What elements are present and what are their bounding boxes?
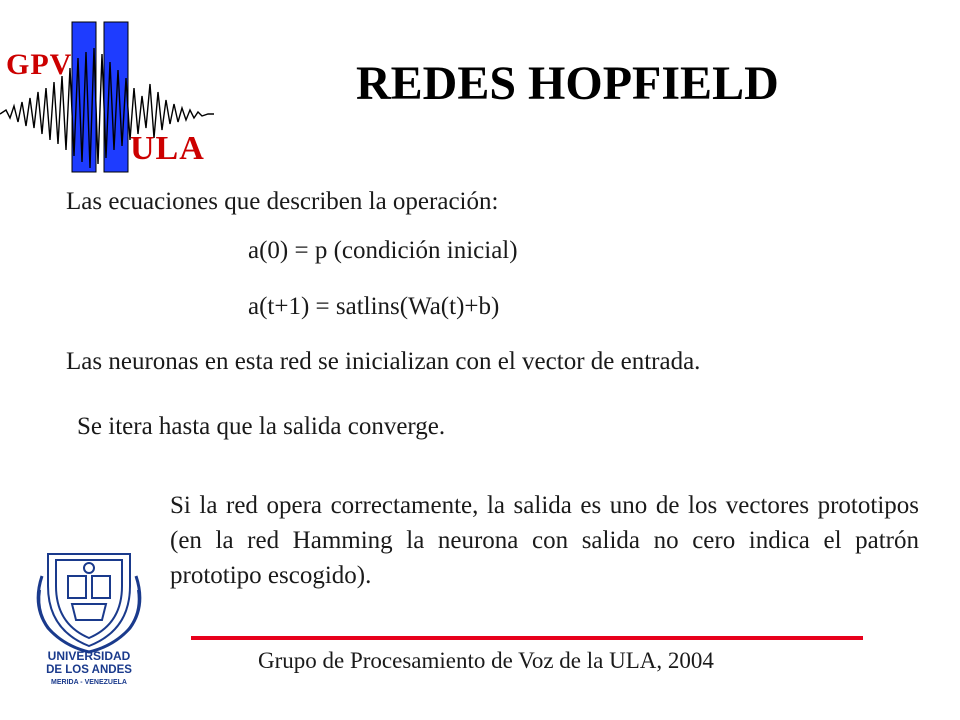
neurons-text: Las neuronas en esta red se inicializan con el vector de entrada. (66, 348, 701, 375)
explanation-paragraph: Si la red opera correctamente, la salida es uno de los vectores prototipos (en la red Hamming la neurona con salida no cero indica el patrón prototipo escogido). (170, 492, 919, 589)
footer-divider (191, 636, 863, 640)
gpv-logo-text: GPV (6, 48, 73, 81)
footer-text: Grupo de Procesamiento de Voz de la ULA, 2004 (258, 648, 714, 673)
university-line-1: UNIVERSIDAD (47, 649, 131, 663)
equation-update: a(t+1) = satlins(Wa(t)+b) (248, 293, 500, 320)
ula-logo-text: ULA (130, 130, 205, 167)
slide-title: REDES HOPFIELD (356, 57, 779, 110)
university-line-2: DE LOS ANDES (46, 664, 132, 676)
equation-initial: a(0) = p (condición inicial) (248, 237, 518, 264)
university-line-3: MERIDA - VENEZUELA (51, 679, 127, 686)
iterate-text: Se itera hasta que la salida converge. (77, 413, 446, 440)
university-seal-icon (28, 546, 150, 686)
university-logo (28, 546, 150, 686)
intro-text: Las ecuaciones que describen la operación: (66, 188, 499, 215)
